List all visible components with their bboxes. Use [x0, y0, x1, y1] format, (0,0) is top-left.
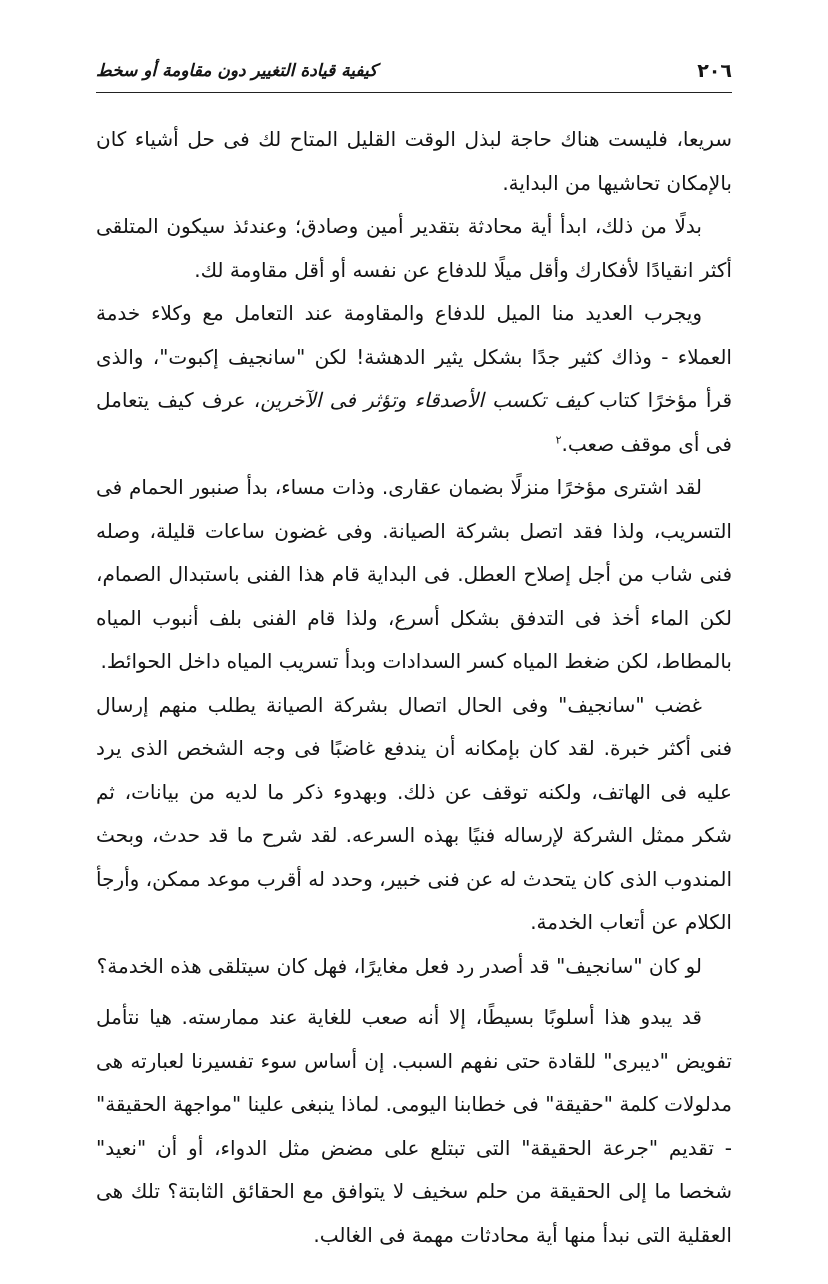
header-divider	[96, 92, 732, 93]
paragraph-2: بدلًا من ذلك، ابدأ أية محادثة بتقدير أمين وصادق؛ وعندئذ سيكون المتلقى أكثر انقيادًا لأفكارك وأقل ميلًا للدفاع عن نفسه أو أقل مقاومة لك.	[96, 214, 732, 282]
page-header	[96, 54, 732, 88]
paragraph-3-text-b: ، عرف كيف يتعامل فى أى موقف صعب.	[96, 388, 732, 456]
paragraph-4: لقد اشترى مؤخرًا منزلًا بضمان عقارى. وذات مساء، بدأ صنبور الحمام فى التسريب، ولذا فقد اتصل بشركة الصيانة. وفى غضون ساعات قليلة، وصله فنى شاب من أجل إصلاح العطل. فى البداية قام هذا الفنى باستبدال الصمام، لكن الماء أخذ فى التدفق بشكل أسرع، ولذا قام الفنى بلف أنبوب المياه بالمطاط، لكن ضغط المياه كسر السدادات وبدأ تسريب المياه داخل الحوائط.	[96, 475, 732, 673]
footnote-marker: ٢	[555, 432, 562, 446]
paragraph-6: لو كان "سانجيف" قد أصدر رد فعل مغايرًا، فهل كان سيتلقى هذه الخدمة؟	[96, 953, 702, 978]
paragraph-3-text-a: ويجرب العديد منا الميل للدفاع والمقاومة عند التعامل مع وكلاء خدمة العملاء - وذاك كثير جدًا بشكل يثير الدهشة! لكن "سانجيف إكبوت"، والذى قرأ مؤخرًا كتاب	[96, 301, 733, 412]
running-title: كيفية قيادة التغيير دون مقاومة أو سخط	[96, 61, 378, 81]
paragraph-3	[96, 292, 732, 466]
paragraph-1: سريعا، فليست هناك حاجة لبذل الوقت القليل المتاح لك فى حل أشياء كان بالإمكان تحاشيها من البداية.	[96, 127, 732, 195]
body-text	[96, 118, 732, 1257]
book-title: كيف تكسب الأصدقاء وتؤثر فى الآخرين	[260, 388, 591, 412]
paragraph-7: قد يبدو هذا أسلوبًا بسيطًا، إلا أنه صعب للغاية عند ممارسته. هيا نتأمل تفويض "ديبرى" للقادة حتى نفهم السبب. إن أساس سوء تفسيرنا لعبارته هى مدلولات كلمة "حقيقة" فى خطابنا اليومى. لماذا ينبغى علينا "مواجهة الحقيقة" - تقديم "جرعة الحقيقة" التى تبتلع على مضض مثل الدواء، أو أن "نعيد" شخصا ما إلى الحقيقة من حلم سخيف لا يتوافق مع الحقائق الثابتة؟ تلك هى العقلية التى نبدأ منها أية محادثات مهمة فى الغالب.	[96, 1005, 732, 1247]
paragraph-5: غضب "سانجيف" وفى الحال اتصال بشركة الصيانة يطلب منهم إرسال فنى أكثر خبرة. لقد كان بإمكانه أن يندفع غاضبًا فى وجه الشخص الذى يرد عليه فى الهاتف، ولكنه توقف عن ذلك. وبهدوء ذكر ما لديه من بيانات، ثم شكر ممثل الشركة لإرساله فنيًا بهذه السرعه. لقد شرح ما قد حدث، وبحث المندوب الذى كان يتحدث له عن فنى خبير، وحدد له أقرب موعد ممكن، وأرجأ الكلام عن أتعاب الخدمة.	[95, 692, 732, 934]
page-number: ٢٠٦	[697, 60, 732, 82]
